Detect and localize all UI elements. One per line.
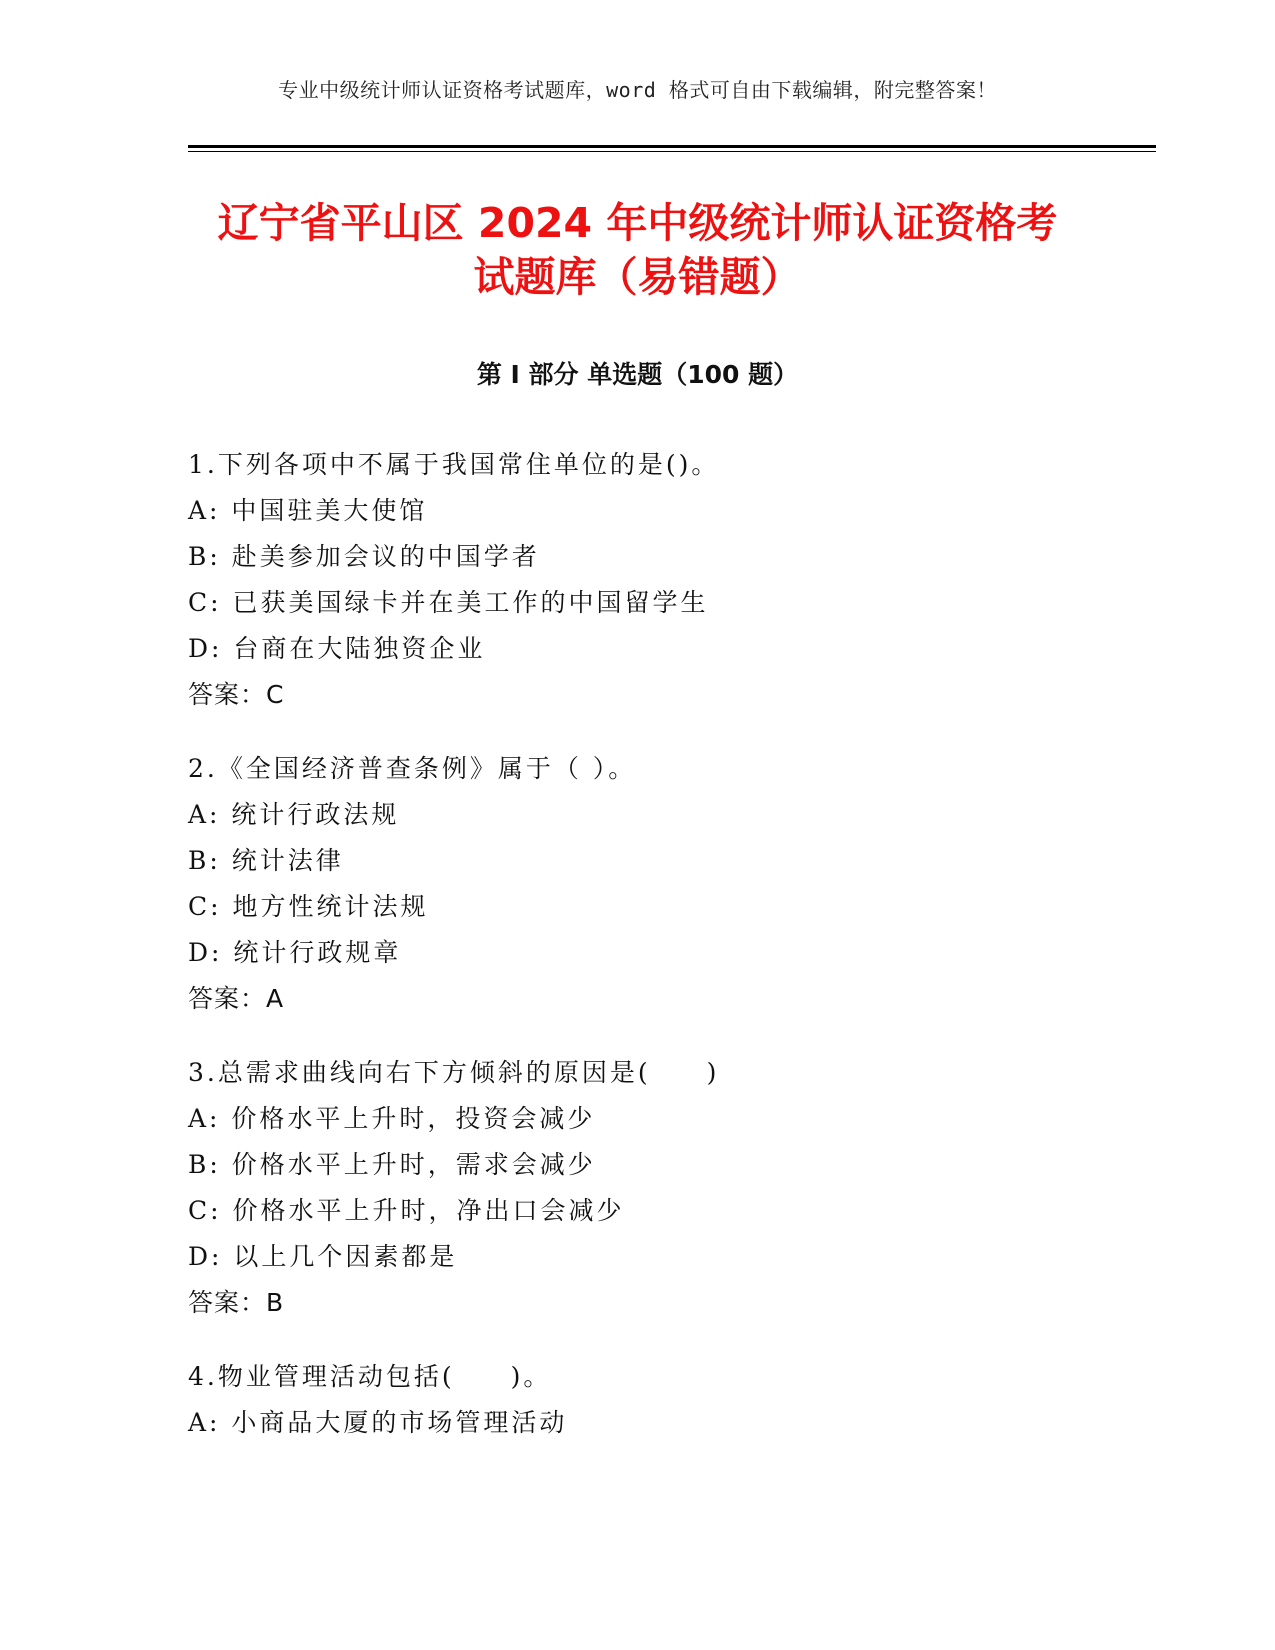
header-rule-thick [188,145,1156,148]
question-list [188,442,1148,1474]
option-c: C: 价格水平上升时，净出口会减少 [188,1196,625,1225]
document-title [150,196,1125,304]
question-stem: 3.总需求曲线向右下方倾斜的原因是( ) [188,1058,720,1087]
question-stem: 4.物业管理活动包括( )。 [188,1362,552,1391]
option-a: A: 统计行政法规 [188,800,400,829]
answer: 答案：C [188,680,285,709]
header-rule-thin [188,151,1156,152]
option-c: C: 已获美国绿卡并在美工作的中国留学生 [188,588,709,617]
question-3 [188,1050,1148,1326]
answer: 答案：B [188,1288,285,1317]
option-b: B: 价格水平上升时，需求会减少 [188,1150,596,1179]
option-d: D: 台商在大陆独资企业 [188,634,486,663]
page-header: 专业中级统计师认证资格考试题库，word 格式可自由下载编辑，附完整答案！ [278,78,997,102]
answer: 答案：A [188,984,285,1013]
question-1 [188,442,1148,718]
option-d: D: 以上几个因素都是 [188,1242,458,1271]
option-a: A: 价格水平上升时，投资会减少 [188,1104,596,1133]
option-d: D: 统计行政规章 [188,938,402,967]
section-title: 第 I 部分 单选题（100 题） [476,360,799,389]
document-title-line-2: 试题库（易错题） [473,253,802,301]
document-title-line-1: 辽宁省平山区 2024 年中级统计师认证资格考 [217,199,1058,247]
option-b: B: 统计法律 [188,846,344,875]
option-a: A: 小商品大厦的市场管理活动 [188,1408,568,1437]
option-a: A: 中国驻美大使馆 [188,496,428,525]
option-c: C: 地方性统计法规 [188,892,429,921]
option-b: B: 赴美参加会议的中国学者 [188,542,540,571]
question-2 [188,746,1148,1022]
question-4 [188,1354,1148,1446]
question-stem: 2.《全国经济普查条例》属于（ ）。 [188,754,637,783]
question-stem: 1.下列各项中不属于我国常住单位的是()。 [188,450,720,479]
